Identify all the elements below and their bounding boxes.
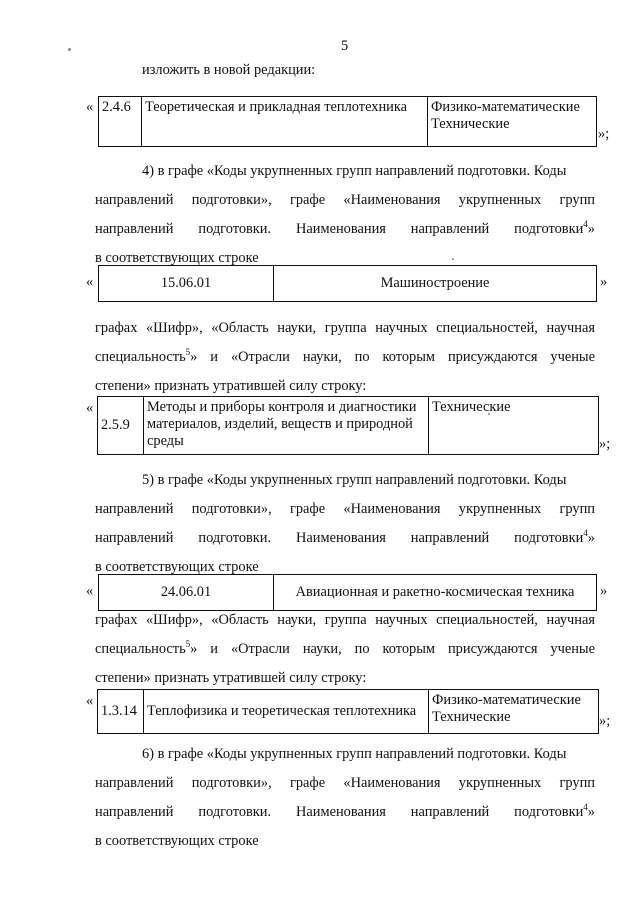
row1-close-quote: »; — [598, 126, 610, 142]
row3-name-line-2: материалов, изделий, веществ и природной — [147, 416, 413, 432]
row5-open-quote: « — [86, 693, 94, 709]
paragraph-5-line-1: 5) в графе «Коды укрупненных групп направлений подготовки. Коды — [142, 472, 567, 488]
row2-open-quote: « — [86, 274, 94, 290]
section-text-1 — [95, 314, 595, 401]
row5-branches — [429, 690, 599, 734]
intro-line: изложить в новой редакции: — [142, 62, 316, 78]
paragraph-5-line-4: в соответствующих строке — [95, 559, 259, 575]
row1-branch-1: Физико-математические — [431, 99, 580, 115]
section-text-2 — [95, 606, 595, 693]
paragraph-4-line-2: направлений подготовки», графе «Наименования укрупненных групп — [95, 192, 595, 208]
section-text-1-line-3: степени» признать утратившей силу строку: — [95, 378, 367, 394]
row1-name: Теоретическая и прикладная теплотехника — [142, 97, 428, 147]
row2-name: Машиностроение — [274, 266, 597, 302]
row4-close-quote: » — [600, 583, 608, 599]
section-text-2-line-1: графах «Шифр», «Область науки, группа научных специальностей, научная — [95, 612, 595, 628]
paragraph-4-line-1: 4) в графе «Коды укрупненных групп направлений подготовки. Коды — [142, 163, 567, 179]
row2-table — [98, 265, 597, 302]
section-text-2-line-2: специальность$^5$» и «Отрасли науки, по которым присуждаются ученые — [95, 639, 595, 657]
section-text-1-line-1: графах «Шифр», «Область науки, группа научных специальностей, научная — [95, 320, 595, 336]
row1-table — [98, 96, 597, 147]
paragraph-6-line-3: направлений подготовки. Наименования направлений подготовки$^4$» — [95, 802, 595, 820]
row5-name: Теплофизика и теоретическая теплотехника — [144, 690, 429, 734]
row3-table — [97, 396, 599, 455]
row4-name: Авиационная и ракетно-космическая техника — [274, 575, 597, 611]
row3-branch: Технические — [429, 397, 599, 455]
row3-open-quote: « — [86, 400, 94, 416]
paragraph-4-line-3: направлений подготовки. Наименования направлений подготовки$^4$» — [95, 219, 595, 237]
row5-code: 1.3.14 — [98, 690, 144, 734]
paragraph-5-line-2: направлений подготовки», графе «Наименования укрупненных групп — [95, 501, 595, 517]
page-number: 5 — [341, 38, 349, 54]
row1-open-quote: « — [86, 99, 94, 115]
row3-close-quote: »; — [599, 436, 611, 452]
paragraph-6 — [95, 740, 595, 856]
paragraph-4-line-4: в соответствующих строке — [95, 250, 259, 266]
paragraph-4 — [95, 157, 595, 273]
section-text-1-line-2: специальность$^5$» и «Отрасли науки, по которым присуждаются ученые — [95, 347, 595, 365]
paragraph-5-line-3: направлений подготовки. Наименования направлений подготовки$^4$» — [95, 528, 595, 546]
section-text-2-line-3: степени» признать утратившей силу строку: — [95, 670, 367, 686]
row3-code: 2.5.9 — [98, 397, 144, 455]
scan-speck — [68, 48, 71, 51]
row5-branch-1: Физико-математические — [432, 692, 581, 708]
row1-branches — [428, 97, 597, 147]
paragraph-5 — [95, 466, 595, 582]
paragraph-6-line-1: 6) в графе «Коды укрупненных групп направлений подготовки. Коды — [142, 746, 567, 762]
row5-branch-2: Технические — [432, 709, 511, 725]
paragraph-6-line-4: в соответствующих строке — [95, 833, 259, 849]
row5-close-quote: »; — [599, 713, 611, 729]
row5-table — [97, 689, 599, 734]
paragraph-6-line-2: направлений подготовки», графе «Наименования укрупненных групп — [95, 775, 595, 791]
row4-code: 24.06.01 — [99, 575, 274, 611]
row2-close-quote: » — [600, 274, 608, 290]
row2-code: 15.06.01 — [99, 266, 274, 302]
row3-name — [144, 397, 429, 455]
row1-branch-2: Технические — [431, 116, 510, 132]
row3-name-line-1: Методы и приборы контроля и диагностики — [147, 399, 417, 415]
row3-name-line-3: среды — [147, 433, 184, 449]
row1-code: 2.4.6 — [99, 97, 142, 147]
row4-open-quote: « — [86, 583, 94, 599]
